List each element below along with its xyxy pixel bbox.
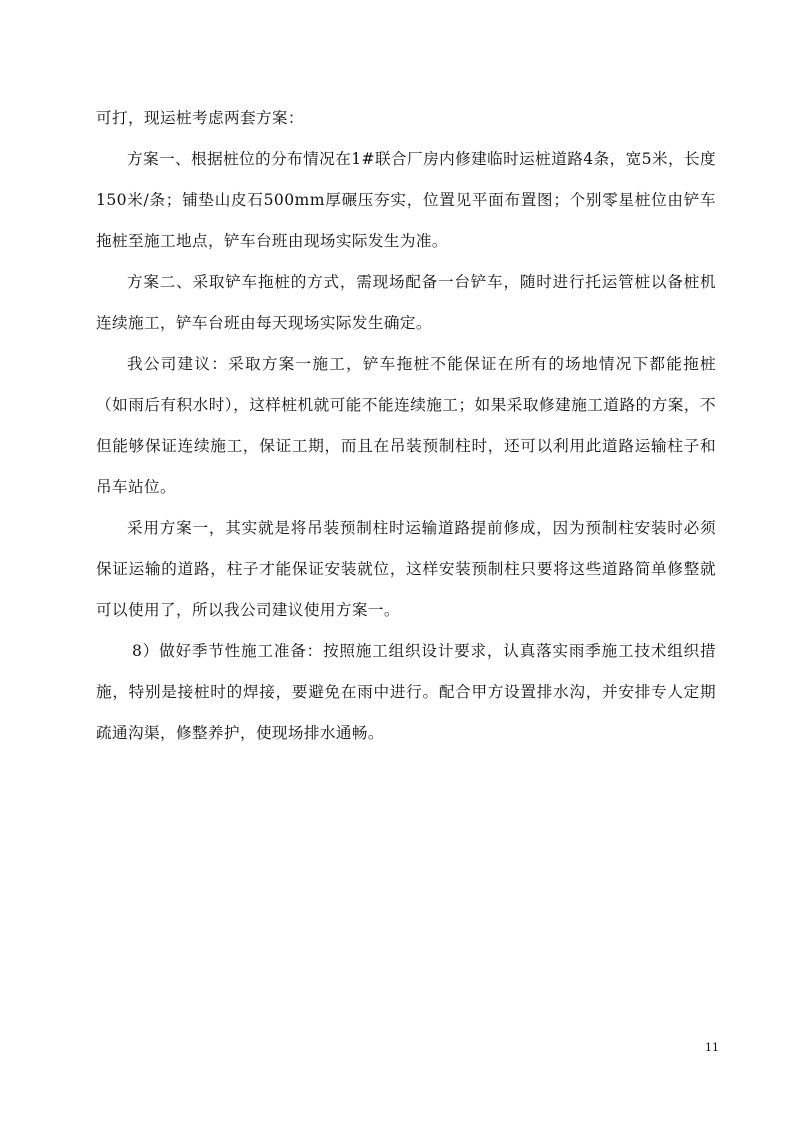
page-number: 11 xyxy=(705,1041,719,1054)
paragraph-plan-two: 方案二、采取铲车拖桩的方式，需现场配备一台铲车，随时进行托运管桩以备桩机连续施工，铲车台班由每天现场实际发生确定。 xyxy=(96,273,716,332)
paragraph-seasonal-preparation: 8）做好季节性施工准备：按照施工组织设计要求，认真落实雨季施工技术组织措施，特别是接桩时的焊接，要避免在雨中进行。配合甲方设置排水沟，并安排专人定期疏通沟渠，修整养护，使现场排水通畅。 xyxy=(96,642,716,742)
paragraph-continuation: 可打，现运桩考虑两套方案： xyxy=(96,109,304,127)
paragraph-plan-one: 方案一、根据桩位的分布情况在1#联合厂房内修建临时运桩道路4条，宽5米，长度150米/条；铺垫山皮石500mm厚碾压夯实，位置见平面布置图；个别零星桩位由铲车拖桩至施工地点，铲车台班由现场实际发生为准。 xyxy=(96,150,716,250)
body-text xyxy=(96,98,716,754)
paragraph-company-suggestion: 我公司建议：采取方案一施工，铲车拖桩不能保证在所有的场地情况下都能拖桩（如雨后有积水时），这样桩机就可能不能连续施工；如果采取修建施工道路的方案，不但能够保证连续施工，保证工期，而且在吊装预制柱时，还可以利用此道路运输柱子和吊车站位。 xyxy=(96,355,716,496)
paragraph-plan-one-rationale: 采用方案一，其实就是将吊装预制柱时运输道路提前修成，因为预制柱安装时必须保证运输的道路，柱子才能保证安装就位，这样安装预制柱只要将这些道路简单修整就可以使用了，所以我公司建议使用方案一。 xyxy=(96,519,716,619)
